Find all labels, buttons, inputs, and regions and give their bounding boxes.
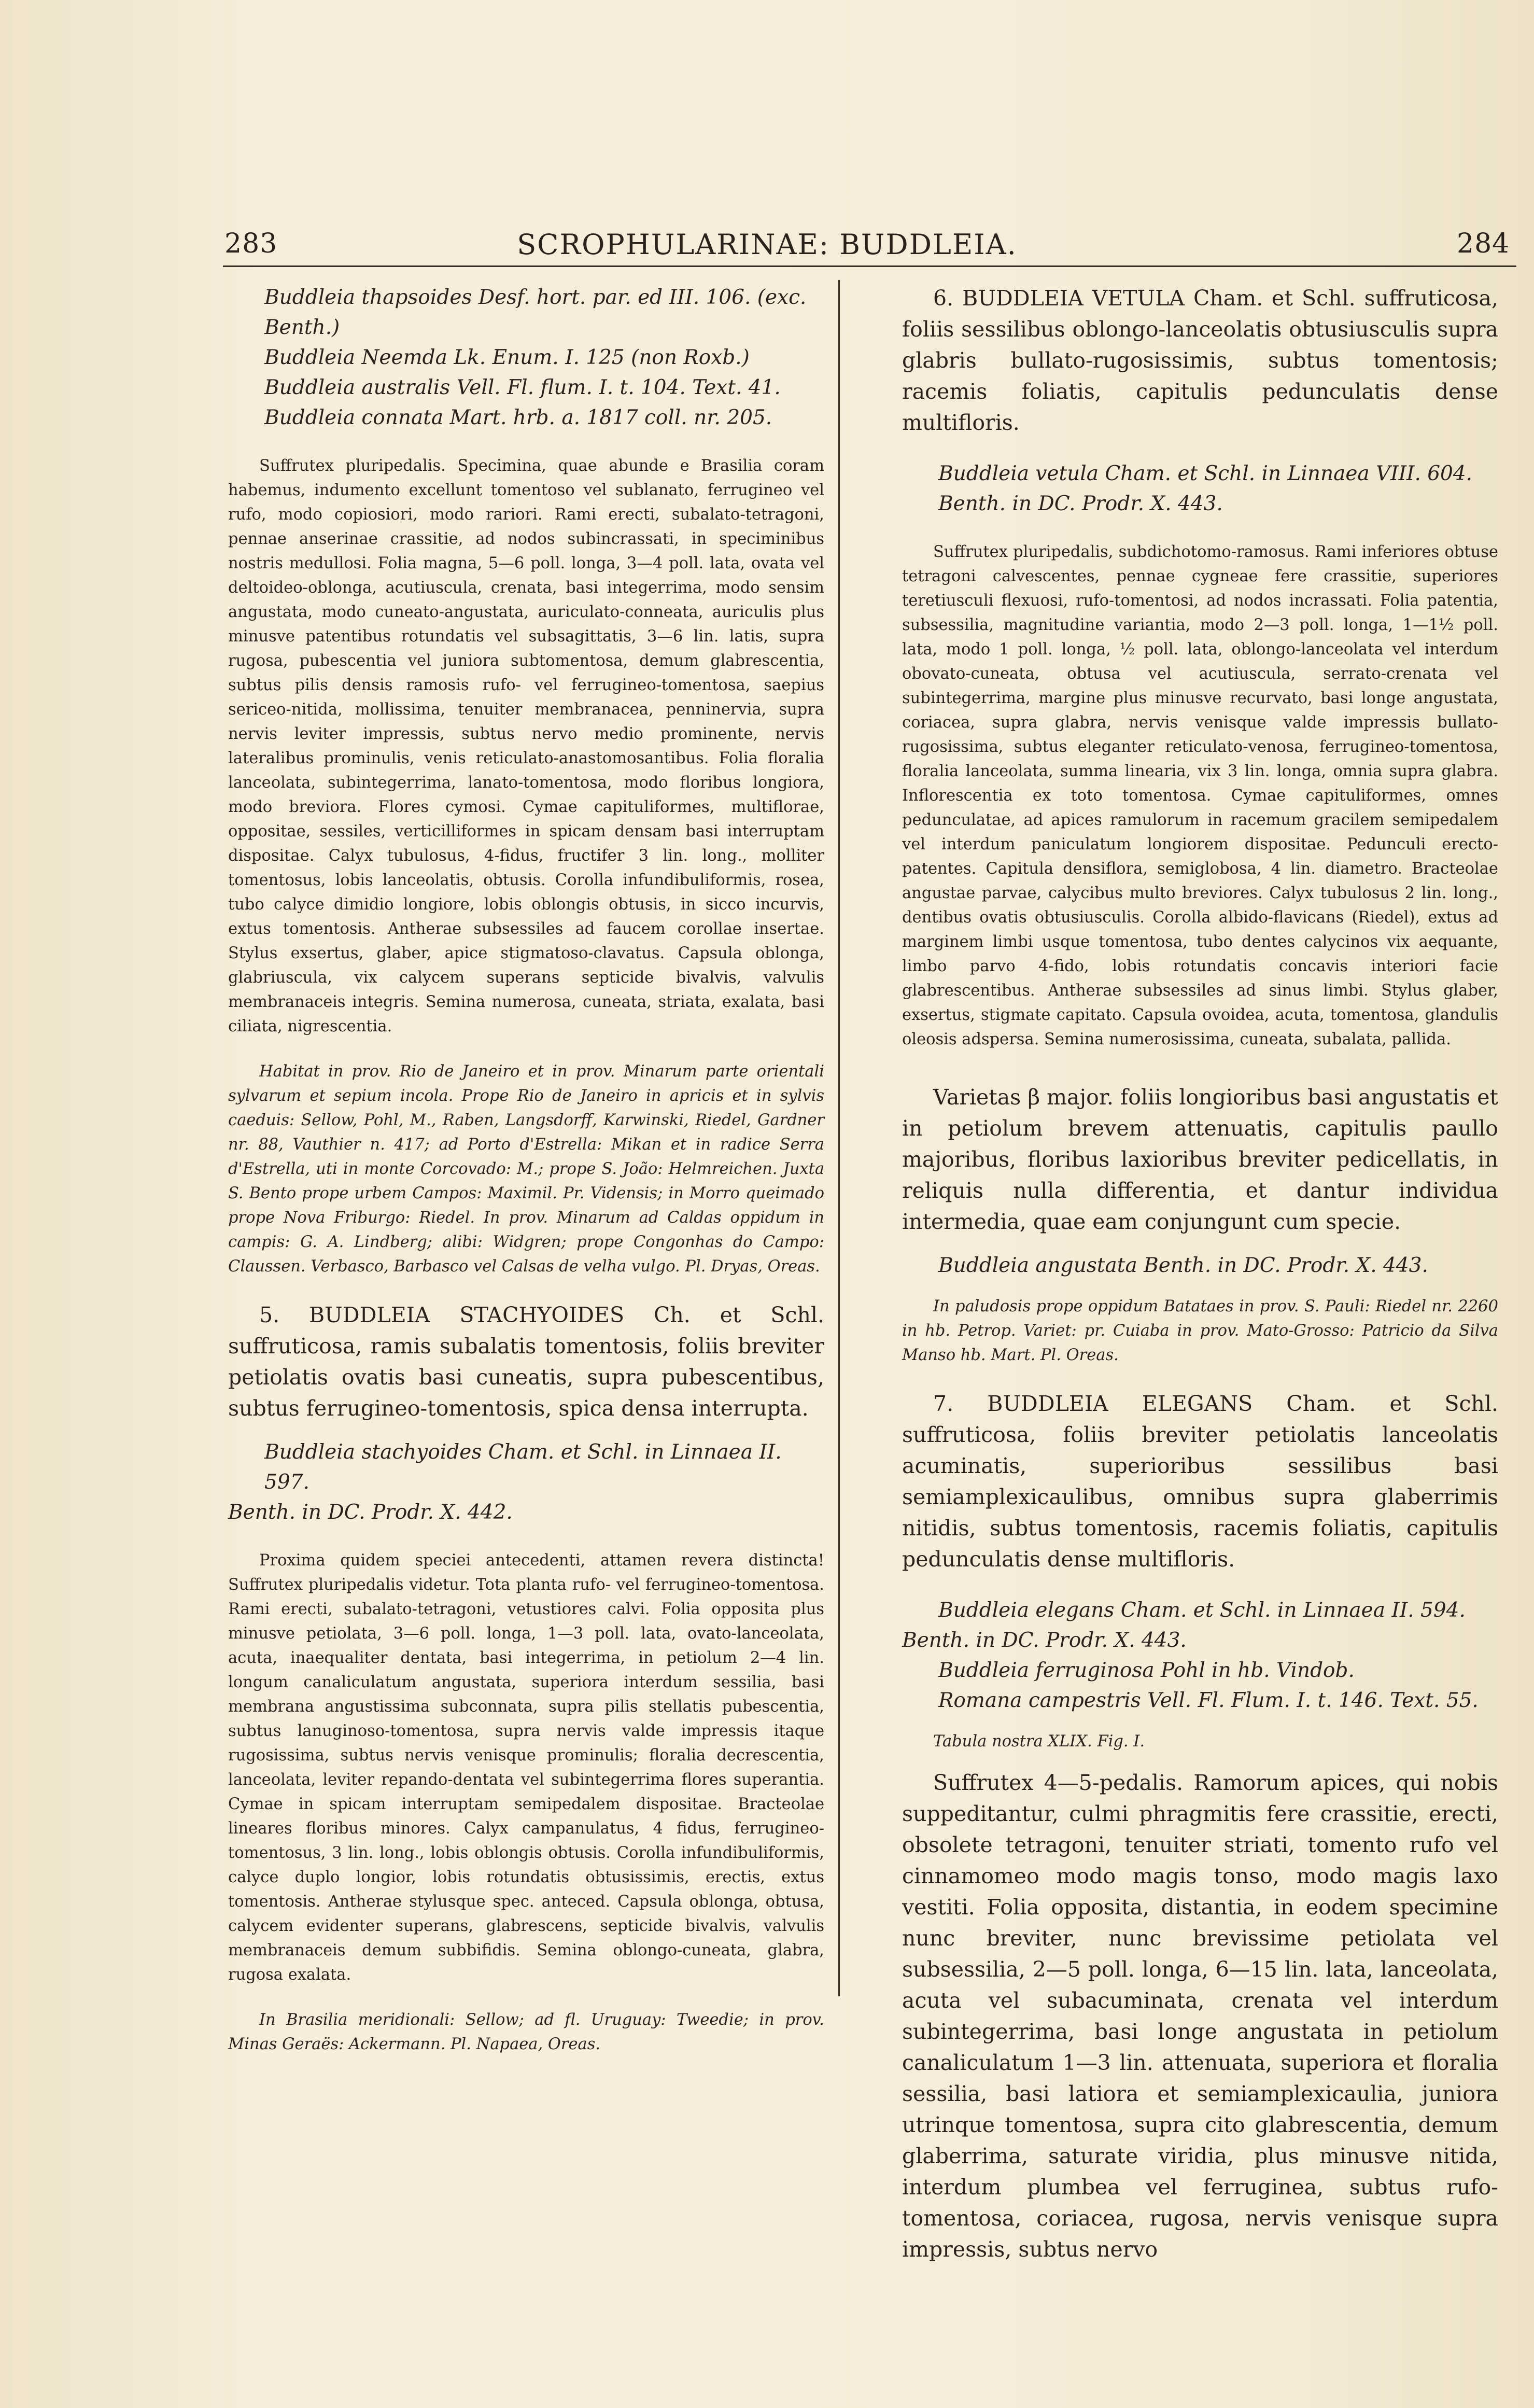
description-paragraph: Suffrutex pluripedalis. Specimina, quae abunde e Brasilia coram habemus, indumento excellunt tomentoso vel sublanato, ferrugineo vel rufo, modo copiosiori, modo rariori. Rami erecti, subalato-tetragoni, pennae anserinae crassitie, ad nodos subincrassati, in speciminibus nostris medullosi. Folia magna, 5—6 poll. longa, 3—4 poll. lata, ovata vel deltoideo-oblonga, acutiuscula, crenata, basi integerrima, modo sensim angustata, modo cuneato-angustata, auriculato-conneata, auriculis plus minusve patentibus rotundatis vel subsagittatis, 3—6 lin. latis, supra rugosa, pubescentia vel juniora subtomentosa, demum glabrescentia, subtus pilis densis ramosis rufo- vel ferrugineo-tomentosa, saepius sericeo-nitida, mollissima, tenuiter membranacea, penninervia, supra nervis leviter impressis, subtus nervo medio prominente, nervis lateralibus prominulis, venis reticulato-anastomosantibus. Folia floralia lanceolata, subintegerrima, lanato-tomentosa, modo floribus longiora, modo breviora. Flores cymosi. Cymae capituliformes, multiflorae, oppositae, sessiles, verticilliformes in spicam densam basi interruptam dispositae. Calyx tubulosus, 4-fidus, fructifer 3 lin. long., molliter tomentosus, lobis lanceolatis, obtusis. Corolla infundibuliformis, rosea, tubo calyce dimidio longiore, lobis oblongis obtusis, in sicco incurvis, extus tomentosis. Antherae subsessiles ad faucem corollae insertae. Stylus exsertus, glaber, apice stigmatoso-clavatus. Capsula oblonga, glabriuscula, vix calycem superans septicide bivalvis, valvulis membranaceis integris. Semina numerosa, cuneata, striata, exalata, basi ciliata, nigrescentia. <box>228 457 824 1035</box>
synonym: Buddleia thapsoides Desf. hort. par. ed III. 106. (exc. Benth.) <box>264 286 807 339</box>
species-diagnosis: 7. BUDDLEIA ELEGANS Cham. et Schl. suffruticosa, foliis breviter petiolatis lanceolatis acuminatis, superioribus sessilibus basi semiamplexicaulibus, omnibus supra glaberrimis nitidis, subtus tomentosis, racemis foliatis, capitulis pedunculatis dense multifloris. <box>902 1391 1498 1572</box>
synonym: Buddleia connata Mart. hrb. a. 1817 coll. nr. 205. <box>264 406 772 429</box>
header-rule <box>223 265 1516 267</box>
plate-reference: Tabula nostra XLIX. Fig. I. <box>933 1732 1145 1751</box>
description-paragraph: Proxima quidem speciei antecedenti, attamen revera distincta! Suffrutex pluripedalis videtur. Tota planta rufo- vel ferrugineo-tomentosa. Rami erecti, subalato-tetragoni, vetustiores calvi. Folia opposita plus minusve petiolata, 3—6 poll. longa, 1—3 poll. lata, ovato-lanceolata, acuta, inaequaliter dentata, basi integerrima, in petiolum 2—4 lin. longum canaliculatum angustata, superiora interdum sessilia, basi membrana angustissima subconnata, supra pilis stellatis pubescentia, subtus lanuginoso-tomentosa, supra nervis valde impressis itaque rugosissima, subtus nervis venisque prominulis; floralia decrescentia, lanceolata, leviter repando-dentata vel subintegerrima flores superantia. Cymae in spicam interruptam semipedalem dispositae. Bracteolae lineares floribus minores. Calyx campanulatus, 4 fidus, ferrugineo-tomentosus, 3 lin. long., lobis oblongis obtusis. Corolla infundibuliformis, calyce duplo longior, lobis rotundatis obtusissimis, erectis, extus tomentosis. Antherae stylusque spec. anteced. Capsula oblonga, obtusa, calycem evidenter superans, glabrescens, septicide bivalvis, valvulis membranaceis demum subbifidis. Semina oblongo-cuneata, glabra, rugosa exalata. <box>228 1551 824 1984</box>
synonym-list <box>228 283 824 433</box>
left-column <box>228 283 824 2056</box>
reference: Buddleia stachyoides Cham. et Schl. in Linnaea II. 597. <box>264 1440 782 1494</box>
running-title: SCROPHULARINAE: BUDDLEIA. <box>517 228 1017 261</box>
reference-list <box>902 1251 1498 1281</box>
reference-list <box>902 1595 1498 1716</box>
reference: Buddleia ferruginosa Pohl in hb. Vindob. <box>938 1659 1355 1682</box>
reference: Buddleia angustata Benth. in DC. Prodr. X. 443. <box>938 1254 1428 1277</box>
right-column <box>902 283 1498 2265</box>
page-number-right: 284 <box>1457 228 1510 259</box>
varietas-paragraph: Varietas β major. foliis longioribus basi angustatis et in petiolum brevem attenuatis, capitulis paullo majoribus, floribus laxioribus breviter pedicellatis, in reliquis nulla differentia, et dantur individua intermedia, quae eam conjungunt cum specie. <box>902 1085 1498 1234</box>
page-number-left: 283 <box>224 228 278 259</box>
reference: Buddleia elegans Cham. et Schl. in Linnaea II. 594. <box>938 1599 1466 1622</box>
habitat-paragraph: In Brasilia meridionali: Sellow; ad fl. Uruguay: Tweedie; in prov. Minas Geraës: Ackermann. Pl. Napaea, Oreas. <box>228 2011 824 2053</box>
reference: Buddleia vetula Cham. et Schl. in Linnaea VIII. 604. Benth. in DC. Prodr. X. 443. <box>938 462 1473 515</box>
reference: Benth. in DC. Prodr. X. 443. <box>902 1629 1187 1652</box>
species-diagnosis: 5. BUDDLEIA STACHYOIDES Ch. et Schl. suffruticosa, ramis subalatis tomentosis, foliis breviter petiolatis ovatis basi cuneatis, supra pubescentibus, subtus ferrugineo-tomentosis, spica densa interrupta. <box>228 1303 824 1421</box>
reference: Romana campestris Vell. Fl. Flum. I. t. 146. Text. 55. <box>938 1689 1479 1712</box>
reference-list <box>228 1437 824 1528</box>
description-paragraph: Suffrutex 4—5-pedalis. Ramorum apices, qui nobis suppeditantur, culmi phragmitis fere crassitie, erecti, obsolete tetragoni, tenuiter striati, tomento rufo vel cinnamomeo modo magis tonso, modo magis laxo vestiti. Folia opposita, distantia, in eodem specimine nunc breviter, nunc brevissime petiolata vel subsessilia, 2—5 poll. longa, 6—15 lin. lata, lanceolata, acuta vel subacuminata, crenata vel interdum subintegerrima, basi longe angustata in petiolum canaliculatum 1—3 lin. attenuata, superiora et floralia sessilia, basi latiora et semiamplexicaulia, juniora utrinque tomentosa, supra cito glabrescentia, demum glaberrima, saturate viridia, plus minusve nitida, interdum plumbea vel ferruginea, subtus rufo-tomentosa, coriacea, rugosa, nervis venisque supra impressis, subtus nervo <box>902 1770 1498 2262</box>
reference: Benth. in DC. Prodr. X. 442. <box>228 1501 513 1524</box>
habitat-paragraph: In paludosis prope oppidum Batataes in prov. S. Pauli: Riedel nr. 2260 in hb. Petrop. Variet: pr. Cuiaba in prov. Mato-Grosso: Patricio da Silva Manso hb. Mart. Pl. Oreas. <box>902 1297 1498 1364</box>
habitat-paragraph: Habitat in prov. Rio de Janeiro et in prov. Minarum parte orientali sylvarum et sepium incola. Prope Rio de Janeiro in apricis et in sylvis caeduis: Sellow, Pohl, M., Raben, Langsdorff, Karwinski, Riedel, Gardner nr. 88, Vauthier n. 417; ad Porto d'Estrella: Mikan et in radice Serra d'Estrella, uti in monte Corcovado: M.; prope S. João: Helmreichen. Juxta S. Bento prope urbem Campos: Maximil. Pr. Vidensis; in Morro queimado prope Nova Friburgo: Riedel. In prov. Minarum ad Caldas oppidum in campis: G. A. Lindberg; alibi: Widgren; prope Congonhas do Campo: Claussen. Verbasco, Barbasco vel Calsas de velha vulgo. Pl. Dryas, Oreas. <box>228 1062 824 1276</box>
reference-list <box>902 459 1498 519</box>
synonym: Buddleia Neemda Lk. Enum. I. 125 (non Roxb.) <box>264 346 750 369</box>
column-divider <box>838 280 840 1996</box>
species-diagnosis: 6. BUDDLEIA VETULA Cham. et Schl. suffruticosa, foliis sessilibus oblongo-lanceolatis obtusiusculis supra glabris bullato-rugosissimis, subtus tomentosis; racemis foliatis, capitulis pedunculatis dense multifloris. <box>902 286 1498 435</box>
synonym: Buddleia australis Vell. Fl. flum. I. t. 104. Text. 41. <box>264 376 781 399</box>
description-paragraph: Suffrutex pluripedalis, subdichotomo-ramosus. Rami inferiores obtuse tetragoni calvescentes, pennae cygneae fere crassitie, superiores teretiusculi flexuosi, rufo-tomentosi, ad nodos incrassati. Folia patentia, subsessilia, magnitudine variantia, modo 2—3 poll. longa, 1—1½ poll. lata, modo 1 poll. longa, ½ poll. lata, oblongo-lanceolata vel interdum obovato-cuneata, obtusa vel acutiuscula, serrato-crenata vel subintegerrima, margine plus minusve recurvato, basi longe angustata, coriacea, supra glabra, nervis venisque valde impressis bullato-rugosissima, subtus eleganter reticulato-venosa, ferrugineo-tomentosa, floralia lanceolata, summa linearia, vix 3 lin. longa, omnia supra glabra. Inflorescentia ex toto tomentosa. Cymae capituliformes, omnes pedunculatae, ad apices ramulorum in racemum gracilem semipedalem vel interdum paniculatum longiorem dispositae. Pedunculi erecto-patentes. Capitula densiflora, semiglobosa, 4 lin. diametro. Bracteolae angustae parvae, calycibus multo breviores. Calyx tubulosus 2 lin. long., dentibus ovatis obtusiusculis. Corolla albido-flavicans (Riedel), extus ad marginem limbi usque tomentosa, tubo dentes calycinos vix aequante, limbo parvo 4-fido, lobis rotundatis concavis interiori facie glabrescentibus. Antherae subsessiles ad sinus limbi. Stylus glaber, exsertus, stigmate capitato. Capsula ovoidea, acuta, tomentosa, glandulis oleosis adspersa. Semina numerosissima, cuneata, subalata, pallida. <box>902 543 1498 1048</box>
